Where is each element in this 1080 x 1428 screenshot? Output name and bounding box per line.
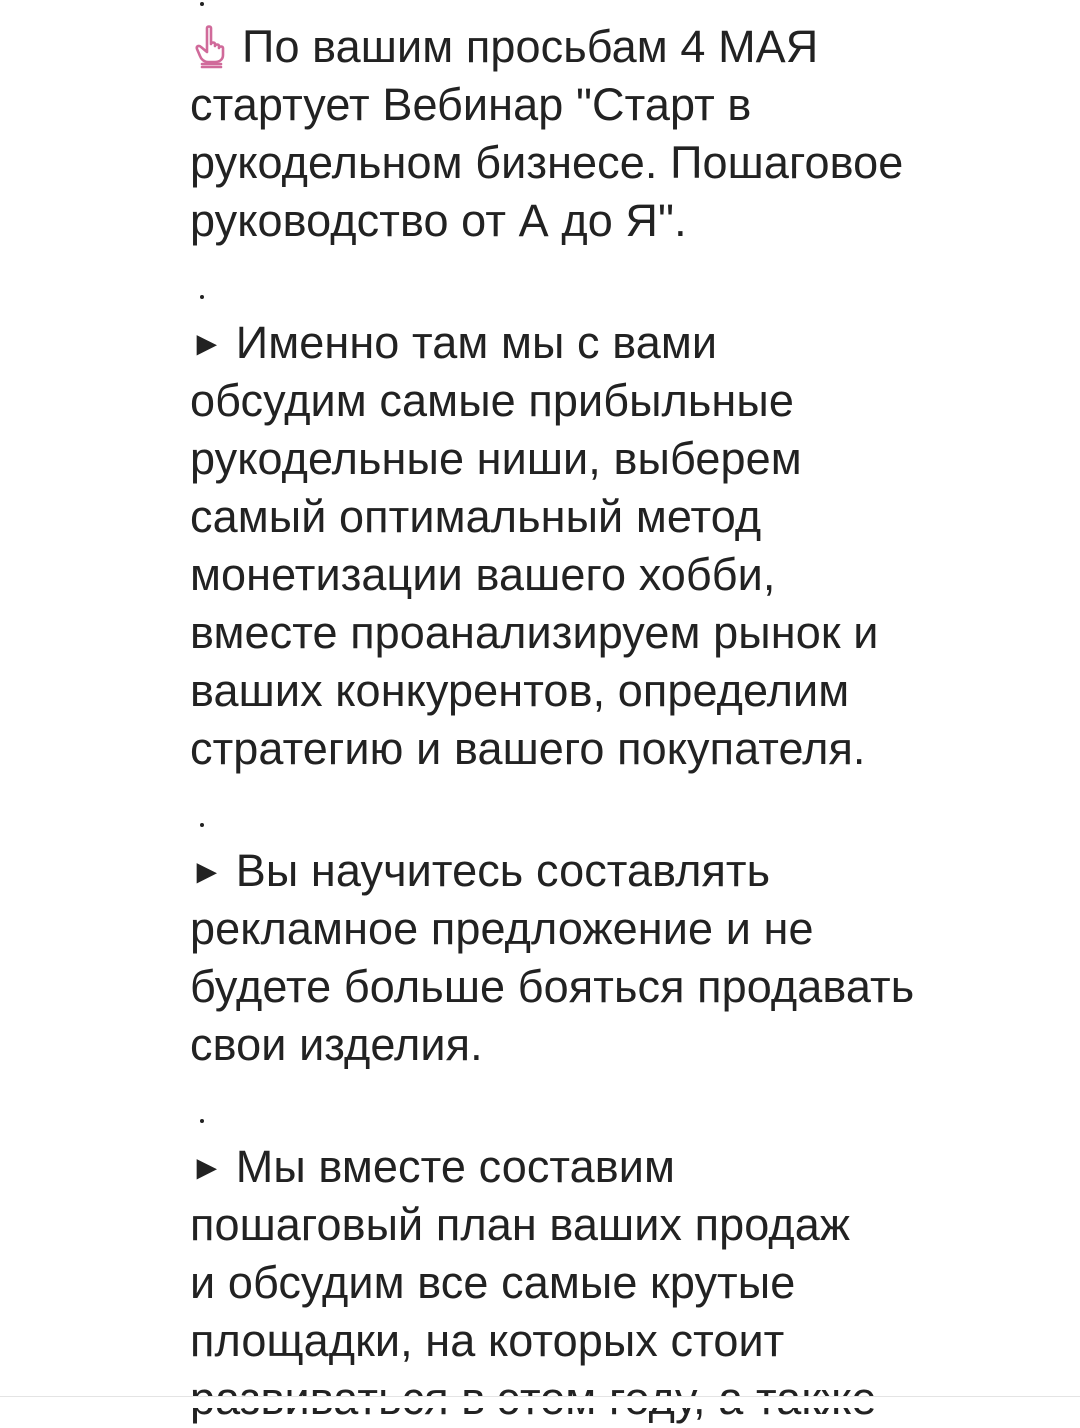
bullet-arrow-icon: ►: [190, 853, 224, 891]
pointing-hand-icon: [190, 24, 230, 68]
paragraph-4-line-1: ► Мы вместе составим: [190, 1138, 1010, 1196]
separator-dot: [200, 823, 204, 827]
bottom-area: [0, 1397, 1080, 1408]
separator-dot: [200, 1119, 204, 1123]
paragraph-1-line-2: стартует Вебинар "Старт в: [190, 79, 752, 130]
paragraph-3-line-2: рекламное предложение и не: [190, 903, 814, 954]
paragraph-2-line-2: обсудим самые прибыльные: [190, 375, 794, 426]
bullet-arrow-icon: ►: [190, 325, 224, 363]
paragraph-4-line-2: пошаговый план ваших продаж: [190, 1199, 851, 1250]
paragraph-2-line-4: самый оптимальный метод: [190, 491, 762, 542]
bullet-arrow-icon: ►: [190, 1149, 224, 1187]
separator-line: [190, 250, 1010, 308]
separator-line: [190, 778, 1010, 836]
paragraph-1-line-4: руководство от А до Я".: [190, 195, 687, 246]
paragraph-3-line-4: свои изделия.: [190, 1019, 483, 1070]
paragraph-4-line-4: площадки, на которых стоит: [190, 1315, 785, 1366]
paragraph-2-line-5: монетизации вашего хобби,: [190, 549, 776, 600]
post-text: [190, 0, 1010, 1428]
paragraph-4-line-3: и обсудим все самые крутые: [190, 1257, 796, 1308]
paragraph-1-line-3: рукодельном бизнесе. Пошаговое: [190, 137, 904, 188]
separator-dot: [200, 295, 204, 299]
paragraph-2-line-8: стратегию и вашего покупателя.: [190, 723, 866, 774]
paragraph-2-line-1: ► Именно там мы с вами: [190, 314, 1010, 372]
paragraph-2-line-3: рукодельные ниши, выберем: [190, 433, 802, 484]
separator-line: [190, 1074, 1010, 1132]
paragraph-2-line-6: вместе проанализируем рынок и: [190, 607, 879, 658]
paragraph-2-line-7: ваших конкурентов, определим: [190, 665, 850, 716]
paragraph-3-line-1: ► Вы научитесь составлять: [190, 842, 1010, 900]
paragraph-3-line-3: будете больше бояться продавать: [190, 961, 915, 1012]
paragraph-1-line-1: По вашим просьбам 4 МАЯ: [190, 18, 1010, 76]
